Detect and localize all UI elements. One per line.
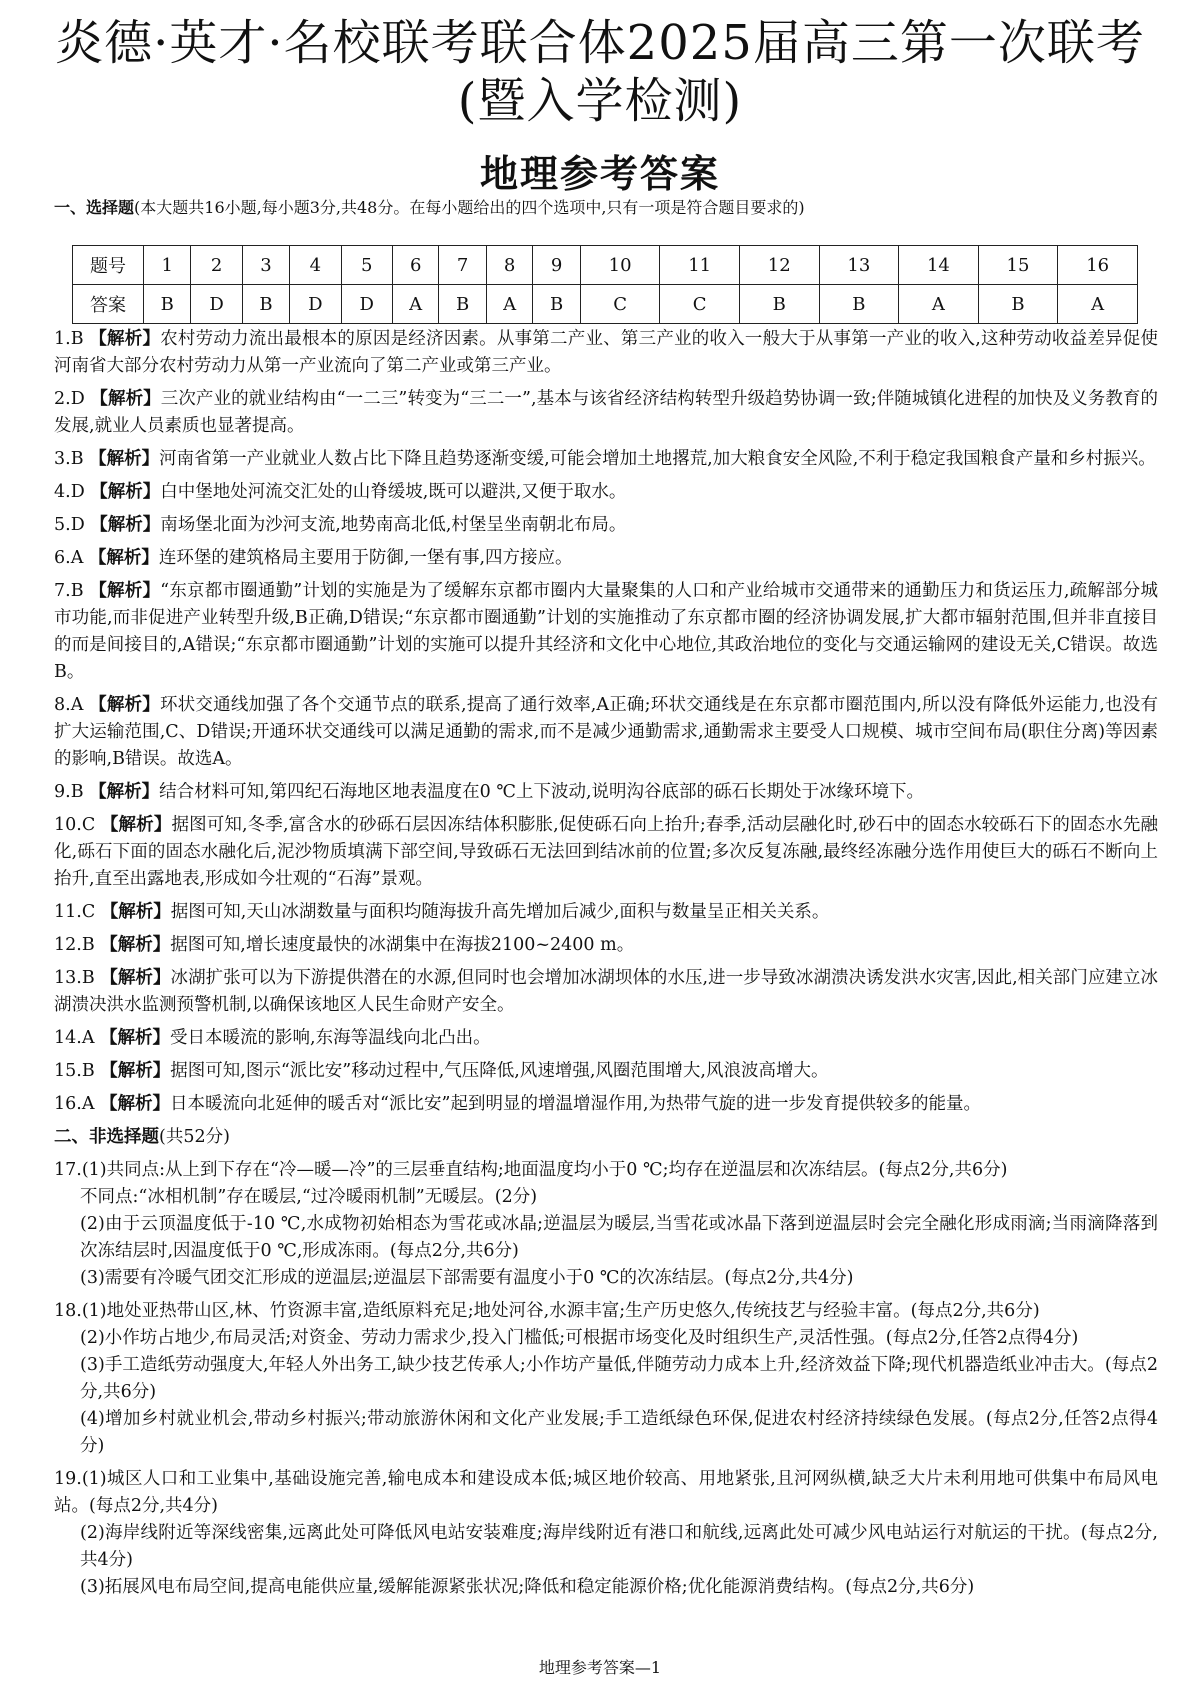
explanation-item: 8.A 【解析】环状交通线加强了各个交通节点的联系,提高了通行效率,A正确;环状交通线是在东京都市圈范围内,所以没有降低外运能力,也没有扩大运输范围,C、D错误;开通环状交通线可以满足通勤的需求,而不是减少通勤需求,通勤需求主要受人口规模、城市空间布局(职住分离)等因素的影响,B错误。故选A。	[54, 695, 1159, 769]
table-cell: 9	[533, 246, 580, 285]
table-cell: 5	[341, 246, 392, 285]
explanation-item: 12.B 【解析】据图可知,增长速度最快的冰湖集中在海拔2100~2400 m。	[54, 935, 635, 955]
table-cell: B	[533, 285, 580, 324]
explanation-item: 6.A 【解析】连环堡的建筑格局主要用于防御,一堡有事,四方接应。	[54, 548, 573, 568]
answer-line: (2)海岸线附近等深线密集,远离此处可降低风电站安装难度;海岸线附近有港口和航线,远离此处可减少风电站运行对航运的干扰。(每点2分,共4分)	[80, 1523, 1158, 1570]
answer-line: (4)增加乡村就业机会,带动乡村振兴;带动旅游休闲和文化产业发展;手工造纸绿色环保,促进农村经济持续绿色发展。(每点2分,任答2点得4分)	[80, 1409, 1158, 1456]
table-cell: 8	[486, 246, 533, 285]
explanation-item: 1.B 【解析】农村劳动力流出最根本的原因是经济因素。从事第二产业、第三产业的收入一般大于从事第一产业的收入,这种劳动收益差异促使河南省大部分农村劳动力从第一产业流向了第二产业或第三产业。	[54, 329, 1158, 376]
table-cell: C	[580, 285, 660, 324]
table-cell: 3	[242, 246, 289, 285]
section2-heading	[54, 1124, 1158, 1151]
row-label-number: 题号	[73, 246, 144, 285]
table-cell: A	[486, 285, 533, 324]
section2-note: (共52分)	[159, 1127, 230, 1147]
table-cell: C	[660, 285, 740, 324]
table-cell: 16	[1058, 246, 1138, 285]
table-cell: B	[242, 285, 289, 324]
table-cell: D	[191, 285, 242, 324]
answer-line: (3)拓展风电布局空间,提高电能供应量,缓解能源紧张状况;降低和稳定能源价格;优化能源消费结构。(每点2分,共6分)	[80, 1577, 975, 1597]
table-cell: D	[290, 285, 341, 324]
explanation-item: 16.A 【解析】日本暖流向北延伸的暖舌对“派比安”起到明显的增温增湿作用,为热带气旋的进一步发育提供较多的能量。	[54, 1094, 981, 1114]
answer-line: (2)由于云顶温度低于-10 ℃,水成物初始相态为雪花或冰晶;逆温层为暖层,当雪花或冰晶下落到逆温层时会完全融化形成雨滴;当雨滴降落到次冻结层时,因温度低于0 ℃,形成冻雨。(每点2分,共6分)	[80, 1214, 1158, 1261]
explanation-item: 5.D 【解析】南场堡北面为沙河支流,地势南高北低,村堡呈坐南朝北布局。	[54, 515, 627, 535]
table-cell: 2	[191, 246, 242, 285]
table-cell: 7	[439, 246, 486, 285]
answer-table-row-answers	[73, 285, 1138, 324]
section2-title: 二、非选择题	[54, 1127, 159, 1147]
table-cell: B	[739, 285, 819, 324]
answer-line: (3)手工造纸劳动强度大,年轻人外出务工,缺少技艺传承人;小作坊产量低,伴随劳动力成本上升,经济效益下降;现代机器造纸业冲击大。(每点2分,共6分)	[80, 1355, 1158, 1402]
explanation-item: 10.C 【解析】据图可知,冬季,富含水的砂砾石层因冻结体积膨胀,促使砾石向上抬升;春季,活动层融化时,砂石中的固态水较砾石下的固态水先融化,砾石下面的固态水融化后,泥沙物质填满下部空间,导致砾石无法回到结冰前的位置;多次反复冻融,最终经冻融分选作用使巨大的砾石不断向上抬升,直至出露地表,形成如今壮观的“石海”景观。	[54, 815, 1158, 889]
table-cell: 10	[580, 246, 660, 285]
answer-line: 不同点:“冰相机制”存在暖层,“过冷暖雨机制”无暖层。(2分)	[80, 1187, 538, 1207]
explanation-item: 14.A 【解析】受日本暖流的影响,东海等温线向北凸出。	[54, 1028, 491, 1048]
table-cell: A	[899, 285, 979, 324]
table-cell: 11	[660, 246, 740, 285]
table-cell: B	[144, 285, 191, 324]
answer-table-row-numbers	[73, 246, 1138, 285]
table-cell: 4	[290, 246, 341, 285]
exam-title-line1: 炎德·英才·名校联考联合体2025届高三第一次联考	[55, 15, 1145, 71]
answer-table	[72, 245, 1138, 324]
explanation-item: 2.D 【解析】三次产业的就业结构由“一二三”转变为“三二一”,基本与该省经济结构转型升级趋势协调一致;伴随城镇化进程的加快及义务教育的发展,就业人员素质也显著提高。	[54, 389, 1159, 436]
explanation-item: 9.B 【解析】结合材料可知,第四纪石海地区地表温度在0 ℃上下波动,说明沟谷底部的砾石长期处于冰缘环境下。	[54, 782, 925, 802]
table-cell: 14	[899, 246, 979, 285]
table-cell: D	[341, 285, 392, 324]
question-18	[54, 1298, 1158, 1460]
answer-line: 17.(1)共同点:从上到下存在“冷—暖—冷”的三层垂直结构;地面温度均小于0 ℃;均存在逆温层和次冻结层。(每点2分,共6分)	[54, 1160, 1008, 1180]
table-cell: 12	[739, 246, 819, 285]
subject-title: 地理参考答案	[479, 151, 720, 196]
answer-line: (3)需要有冷暖气团交汇形成的逆温层;逆温层下部需要有温度小于0 ℃的次冻结层。(每点2分,共4分)	[80, 1268, 854, 1288]
explanation-item: 7.B 【解析】“东京都市圈通勤”计划的实施是为了缓解东京都市圈内大量聚集的人口和产业给城市交通带来的通勤压力和货运压力,疏解部分城市功能,而非促进产业转型升级,B正确,D错误;“东京都市圈通勤”计划的实施推动了东京都市圈的经济协调发展,扩大都市辐射范围,但并非直接目的而是间接目的,A错误;“东京都市圈通勤”计划的实施可以提升其经济和文化中心地位,其政治地位的变化与交通运输网的建设无关,C错误。故选B。	[54, 581, 1159, 682]
explanation-item: 4.D 【解析】白中堡地处河流交汇处的山脊缓坡,既可以避洪,又便于取水。	[54, 482, 627, 502]
section1-title: 一、选择题	[54, 198, 135, 217]
table-cell: B	[439, 285, 486, 324]
page-footer: 地理参考答案—1	[538, 1658, 662, 1677]
table-cell: B	[978, 285, 1058, 324]
table-cell: 1	[144, 246, 191, 285]
row-label-answer: 答案	[73, 285, 144, 324]
answer-line: 18.(1)地处亚热带山区,林、竹资源丰富,造纸原料充足;地处河谷,水源丰富;生产历史悠久,传统技艺与经验丰富。(每点2分,共6分)	[54, 1301, 1040, 1321]
table-cell: 15	[978, 246, 1058, 285]
section1-note: (本大题共16小题,每小题3分,共48分。在每小题给出的四个选项中,只有一项是符合题目要求的)	[134, 198, 805, 217]
table-cell: A	[1058, 285, 1138, 324]
explanation-item: 11.C 【解析】据图可知,天山冰湖数量与面积均随海拔升高先增加后减少,面积与数量呈正相关关系。	[54, 902, 830, 922]
explanation-item: 13.B 【解析】冰湖扩张可以为下游提供潜在的水源,但同时也会增加冰湖坝体的水压,进一步导致冰湖溃决诱发洪水灾害,因此,相关部门应建立冰湖溃决洪水监测预警机制,以确保该地区人民生命财产安全。	[54, 968, 1159, 1015]
exam-title	[0, 14, 1200, 130]
question-19	[54, 1466, 1158, 1601]
answer-line: 19.(1)城区人口和工业集中,基础设施完善,输电成本和建设成本低;城区地价较高、用地紧张,且河网纵横,缺乏大片未利用地可供集中布局风电站。(每点2分,共4分)	[54, 1469, 1158, 1516]
table-cell: A	[392, 285, 439, 324]
explanation-item: 15.B 【解析】据图可知,图示“派比安”移动过程中,气压降低,风速增强,风圈范围增大,风浪波高增大。	[54, 1061, 829, 1081]
choice-explanations	[54, 326, 1158, 1607]
answer-line: (2)小作坊占地少,布局灵活;对资金、劳动力需求少,投入门槛低;可根据市场变化及时组织生产,灵活性强。(每点2分,任答2点得4分)	[80, 1328, 1079, 1348]
section1-heading	[54, 196, 1160, 220]
table-cell: 13	[819, 246, 899, 285]
table-cell: B	[819, 285, 899, 324]
exam-title-line2: (暨入学检测)	[457, 73, 743, 129]
question-17	[54, 1157, 1158, 1292]
explanation-item: 3.B 【解析】河南省第一产业就业人数占比下降且趋势逐渐变缓,可能会增加土地撂荒,加大粮食安全风险,不利于稳定我国粮食产量和乡村振兴。	[54, 449, 1156, 469]
table-cell: 6	[392, 246, 439, 285]
